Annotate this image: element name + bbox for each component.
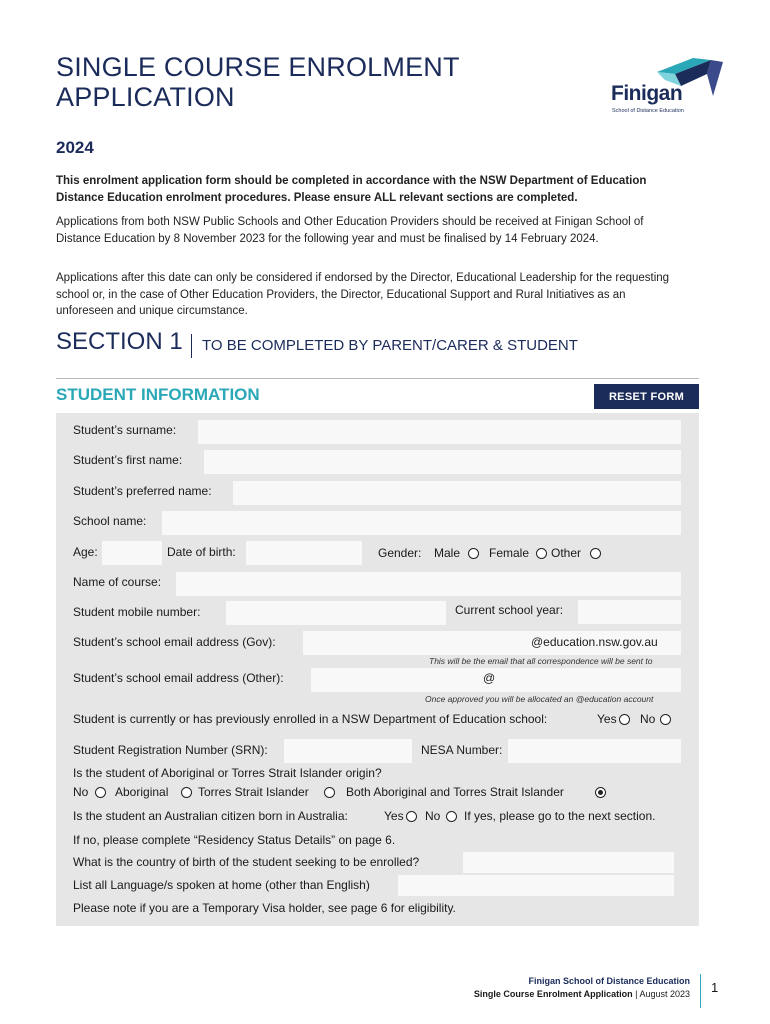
first-name-label: Student’s first name: bbox=[73, 453, 183, 467]
student-info-heading: STUDENT INFORMATION bbox=[56, 385, 260, 404]
nesa-input[interactable] bbox=[508, 739, 681, 763]
gender-female-radio[interactable] bbox=[536, 548, 547, 559]
footer-doc-date: | August 2023 bbox=[632, 989, 690, 999]
mobile-label: Student mobile number: bbox=[73, 605, 201, 619]
atsi-no-radio[interactable] bbox=[95, 787, 106, 798]
gender-label: Gender: bbox=[378, 546, 422, 560]
title-line-1: SINGLE COURSE ENROLMENT bbox=[56, 52, 460, 82]
title-line-2: APPLICATION bbox=[56, 82, 235, 112]
school-name-input[interactable] bbox=[162, 511, 681, 535]
footer-doc bbox=[474, 989, 690, 999]
gov-email-label: Student’s school email address (Gov): bbox=[73, 635, 276, 649]
preferred-name-label: Student’s preferred name: bbox=[73, 484, 212, 498]
section-title: SECTION 1 bbox=[56, 328, 183, 355]
school-name-label: School name: bbox=[73, 514, 147, 528]
gender-male-label: Male bbox=[434, 546, 461, 560]
mobile-input[interactable] bbox=[226, 601, 446, 625]
intro-paragraph-3: Applications after this date can only be considered if endorsed by the Director, Educational Leadership for the requesting school or, in the case of Other Education Providers, the Director, Educational Support and Rural Initiatives as an unforeseen and unique circumstance. bbox=[56, 272, 670, 317]
section-subtitle: TO BE COMPLETED BY PARENT/CARER & STUDENT bbox=[202, 337, 578, 354]
finigan-logo bbox=[611, 56, 721, 118]
other-email-note: Once approved you will be allocated an @education account bbox=[425, 694, 654, 704]
reset-form-button[interactable]: RESET FORM bbox=[594, 384, 699, 409]
language-label: List all Language/s spoken at home (other than English) bbox=[73, 878, 370, 892]
gender-other-radio[interactable] bbox=[590, 548, 601, 559]
footer-divider bbox=[700, 974, 701, 1008]
nsw-enrolled-no-radio[interactable] bbox=[660, 714, 671, 725]
gender-male-radio[interactable] bbox=[468, 548, 479, 559]
current-year-input[interactable] bbox=[578, 600, 681, 624]
atsi-aboriginal-label: Aboriginal bbox=[115, 785, 169, 799]
atsi-tsi-radio[interactable] bbox=[324, 787, 335, 798]
language-input[interactable] bbox=[398, 875, 674, 896]
course-label: Name of course: bbox=[73, 575, 162, 589]
page-title bbox=[56, 52, 460, 112]
atsi-aboriginal-radio[interactable] bbox=[181, 787, 192, 798]
gov-email-note: This will be the email that all correspondence will be sent to bbox=[429, 656, 653, 666]
surname-label: Student’s surname: bbox=[73, 423, 177, 437]
age-input[interactable] bbox=[102, 541, 162, 565]
atsi-tsi-label: Torres Strait Islander bbox=[198, 785, 309, 799]
nsw-enrolled-yes-radio[interactable] bbox=[619, 714, 630, 725]
dob-input[interactable] bbox=[246, 541, 362, 565]
page-number: 1 bbox=[711, 980, 719, 995]
surname-input[interactable] bbox=[198, 420, 681, 444]
citizen-yes-label: Yes bbox=[384, 809, 404, 823]
atsi-both-radio[interactable] bbox=[595, 787, 606, 798]
residency-note: If no, please complete “Residency Status Details” on page 6. bbox=[73, 833, 396, 847]
visa-note: Please note if you are a Temporary Visa holder, see page 6 for eligibility. bbox=[73, 901, 456, 915]
intro-paragraph-2: Applications from both NSW Public Schools and Other Education Providers should be received at Finigan School of Distance Education by 8 November 2023 for the following year and must be finalised by 14 February 2024. bbox=[56, 216, 644, 245]
section-rule bbox=[56, 378, 699, 379]
other-email-at: @ bbox=[483, 671, 496, 685]
section-divider bbox=[191, 334, 192, 358]
citizen-yes-radio[interactable] bbox=[406, 811, 417, 822]
preferred-name-input[interactable] bbox=[233, 481, 681, 505]
atsi-both-label: Both Aboriginal and Torres Strait Islander bbox=[346, 785, 564, 799]
logo-wordmark: Finigan bbox=[611, 82, 683, 105]
logo-subtitle: School of Distance Education bbox=[612, 108, 684, 114]
footer-doc-title: Single Course Enrolment Application bbox=[473, 989, 633, 999]
nsw-enrolled-question: Student is currently or has previously enrolled in a NSW Department of Education school: bbox=[73, 712, 548, 726]
first-name-input[interactable] bbox=[204, 450, 681, 474]
atsi-no-label: No bbox=[73, 785, 89, 799]
course-input[interactable] bbox=[176, 572, 681, 596]
srn-input[interactable] bbox=[284, 739, 412, 763]
country-input[interactable] bbox=[463, 852, 674, 873]
gender-female-label: Female bbox=[489, 546, 530, 560]
atsi-question: Is the student of Aboriginal or Torres Strait Islander origin? bbox=[73, 766, 382, 780]
year-heading: 2024 bbox=[56, 138, 94, 157]
current-year-label: Current school year: bbox=[455, 603, 564, 617]
intro-paragraph-1: This enrolment application form should be completed in accordance with the NSW Department of Education Distance Education enrolment procedures. Please ensure ALL relevant sections are completed. bbox=[56, 175, 647, 204]
country-label: What is the country of birth of the student seeking to be enrolled? bbox=[73, 855, 420, 869]
gov-email-suffix: @education.nsw.gov.au bbox=[531, 635, 658, 649]
nesa-label: NESA Number: bbox=[421, 743, 503, 757]
other-email-label: Student’s school email address (Other): bbox=[73, 671, 284, 685]
srn-label: Student Registration Number (SRN): bbox=[73, 743, 268, 757]
citizen-question: Is the student an Australian citizen born in Australia: bbox=[73, 809, 348, 823]
citizen-no-label: No bbox=[425, 809, 441, 823]
citizen-no-radio[interactable] bbox=[446, 811, 457, 822]
age-label: Age: bbox=[73, 545, 98, 559]
citizen-note: If yes, please go to the next section. bbox=[464, 809, 656, 823]
nsw-enrolled-no-label: No bbox=[640, 712, 656, 726]
nsw-enrolled-yes-label: Yes bbox=[597, 712, 617, 726]
other-email-input[interactable] bbox=[311, 668, 681, 692]
footer-school: Finigan School of Distance Education bbox=[528, 976, 690, 986]
gender-other-label: Other bbox=[551, 546, 582, 560]
dob-label: Date of birth: bbox=[167, 545, 236, 559]
